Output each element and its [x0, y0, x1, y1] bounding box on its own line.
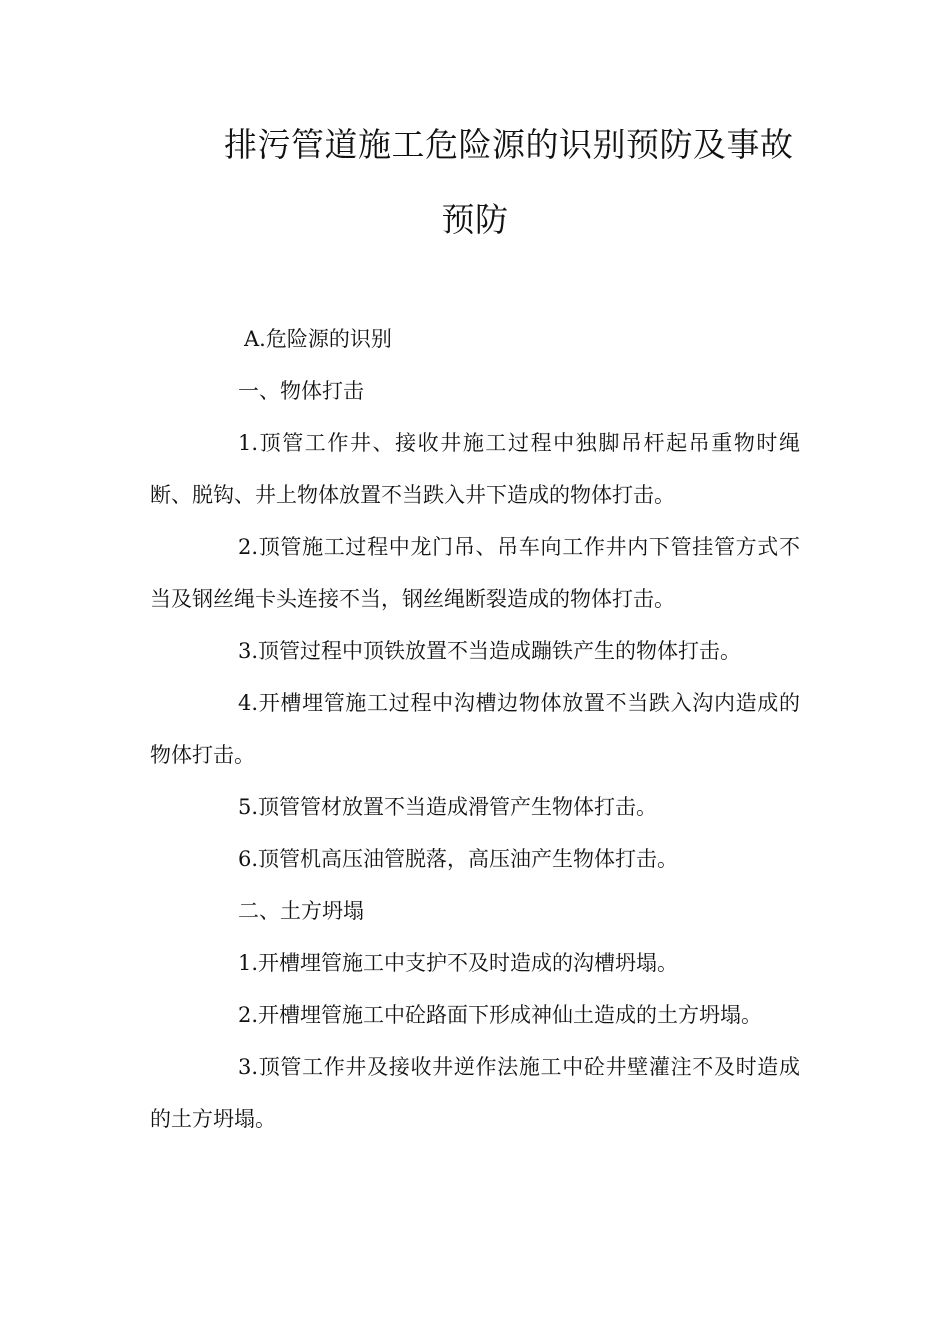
paragraph: 4.开槽埋管施工过程中沟槽边物体放置不当跌入沟内造成的物体打击。 — [150, 691, 800, 767]
document-title-line-1: 排污管道施工危险源的识别预防及事故 — [224, 125, 794, 164]
section-heading-1: 一、物体打击 — [238, 379, 364, 403]
paragraph: 6.顶管机高压油管脱落，高压油产生物体打击。 — [238, 847, 679, 871]
section-heading-2: 二、土方坍塌 — [238, 899, 364, 923]
section-heading-a: A.危险源的识别 — [244, 327, 392, 351]
paragraph: 1.开槽埋管施工中支护不及时造成的沟槽坍塌。 — [238, 951, 679, 975]
paragraph: 2.顶管施工过程中龙门吊、吊车向工作井内下管挂管方式不当及钢丝绳卡头连接不当，钢丝绳断裂造成的物体打击。 — [150, 535, 800, 611]
document-title-line-2: 预防 — [441, 200, 509, 239]
paragraph: 1.顶管工作井、接收井施工过程中独脚吊杆起吊重物时绳断、脱钩、井上物体放置不当跌入井下造成的物体打击。 — [150, 431, 800, 507]
paragraph: 3.顶管工作井及接收井逆作法施工中砼井壁灌注不及时造成的土方坍塌。 — [150, 1055, 800, 1131]
paragraph: 2.开槽埋管施工中砼路面下形成神仙土造成的土方坍塌。 — [238, 1003, 763, 1027]
paragraph: 3.顶管过程中顶铁放置不当造成蹦铁产生的物体打击。 — [238, 639, 742, 663]
document-body — [150, 313, 800, 1145]
paragraph: 5.顶管管材放置不当造成滑管产生物体打击。 — [238, 795, 658, 819]
